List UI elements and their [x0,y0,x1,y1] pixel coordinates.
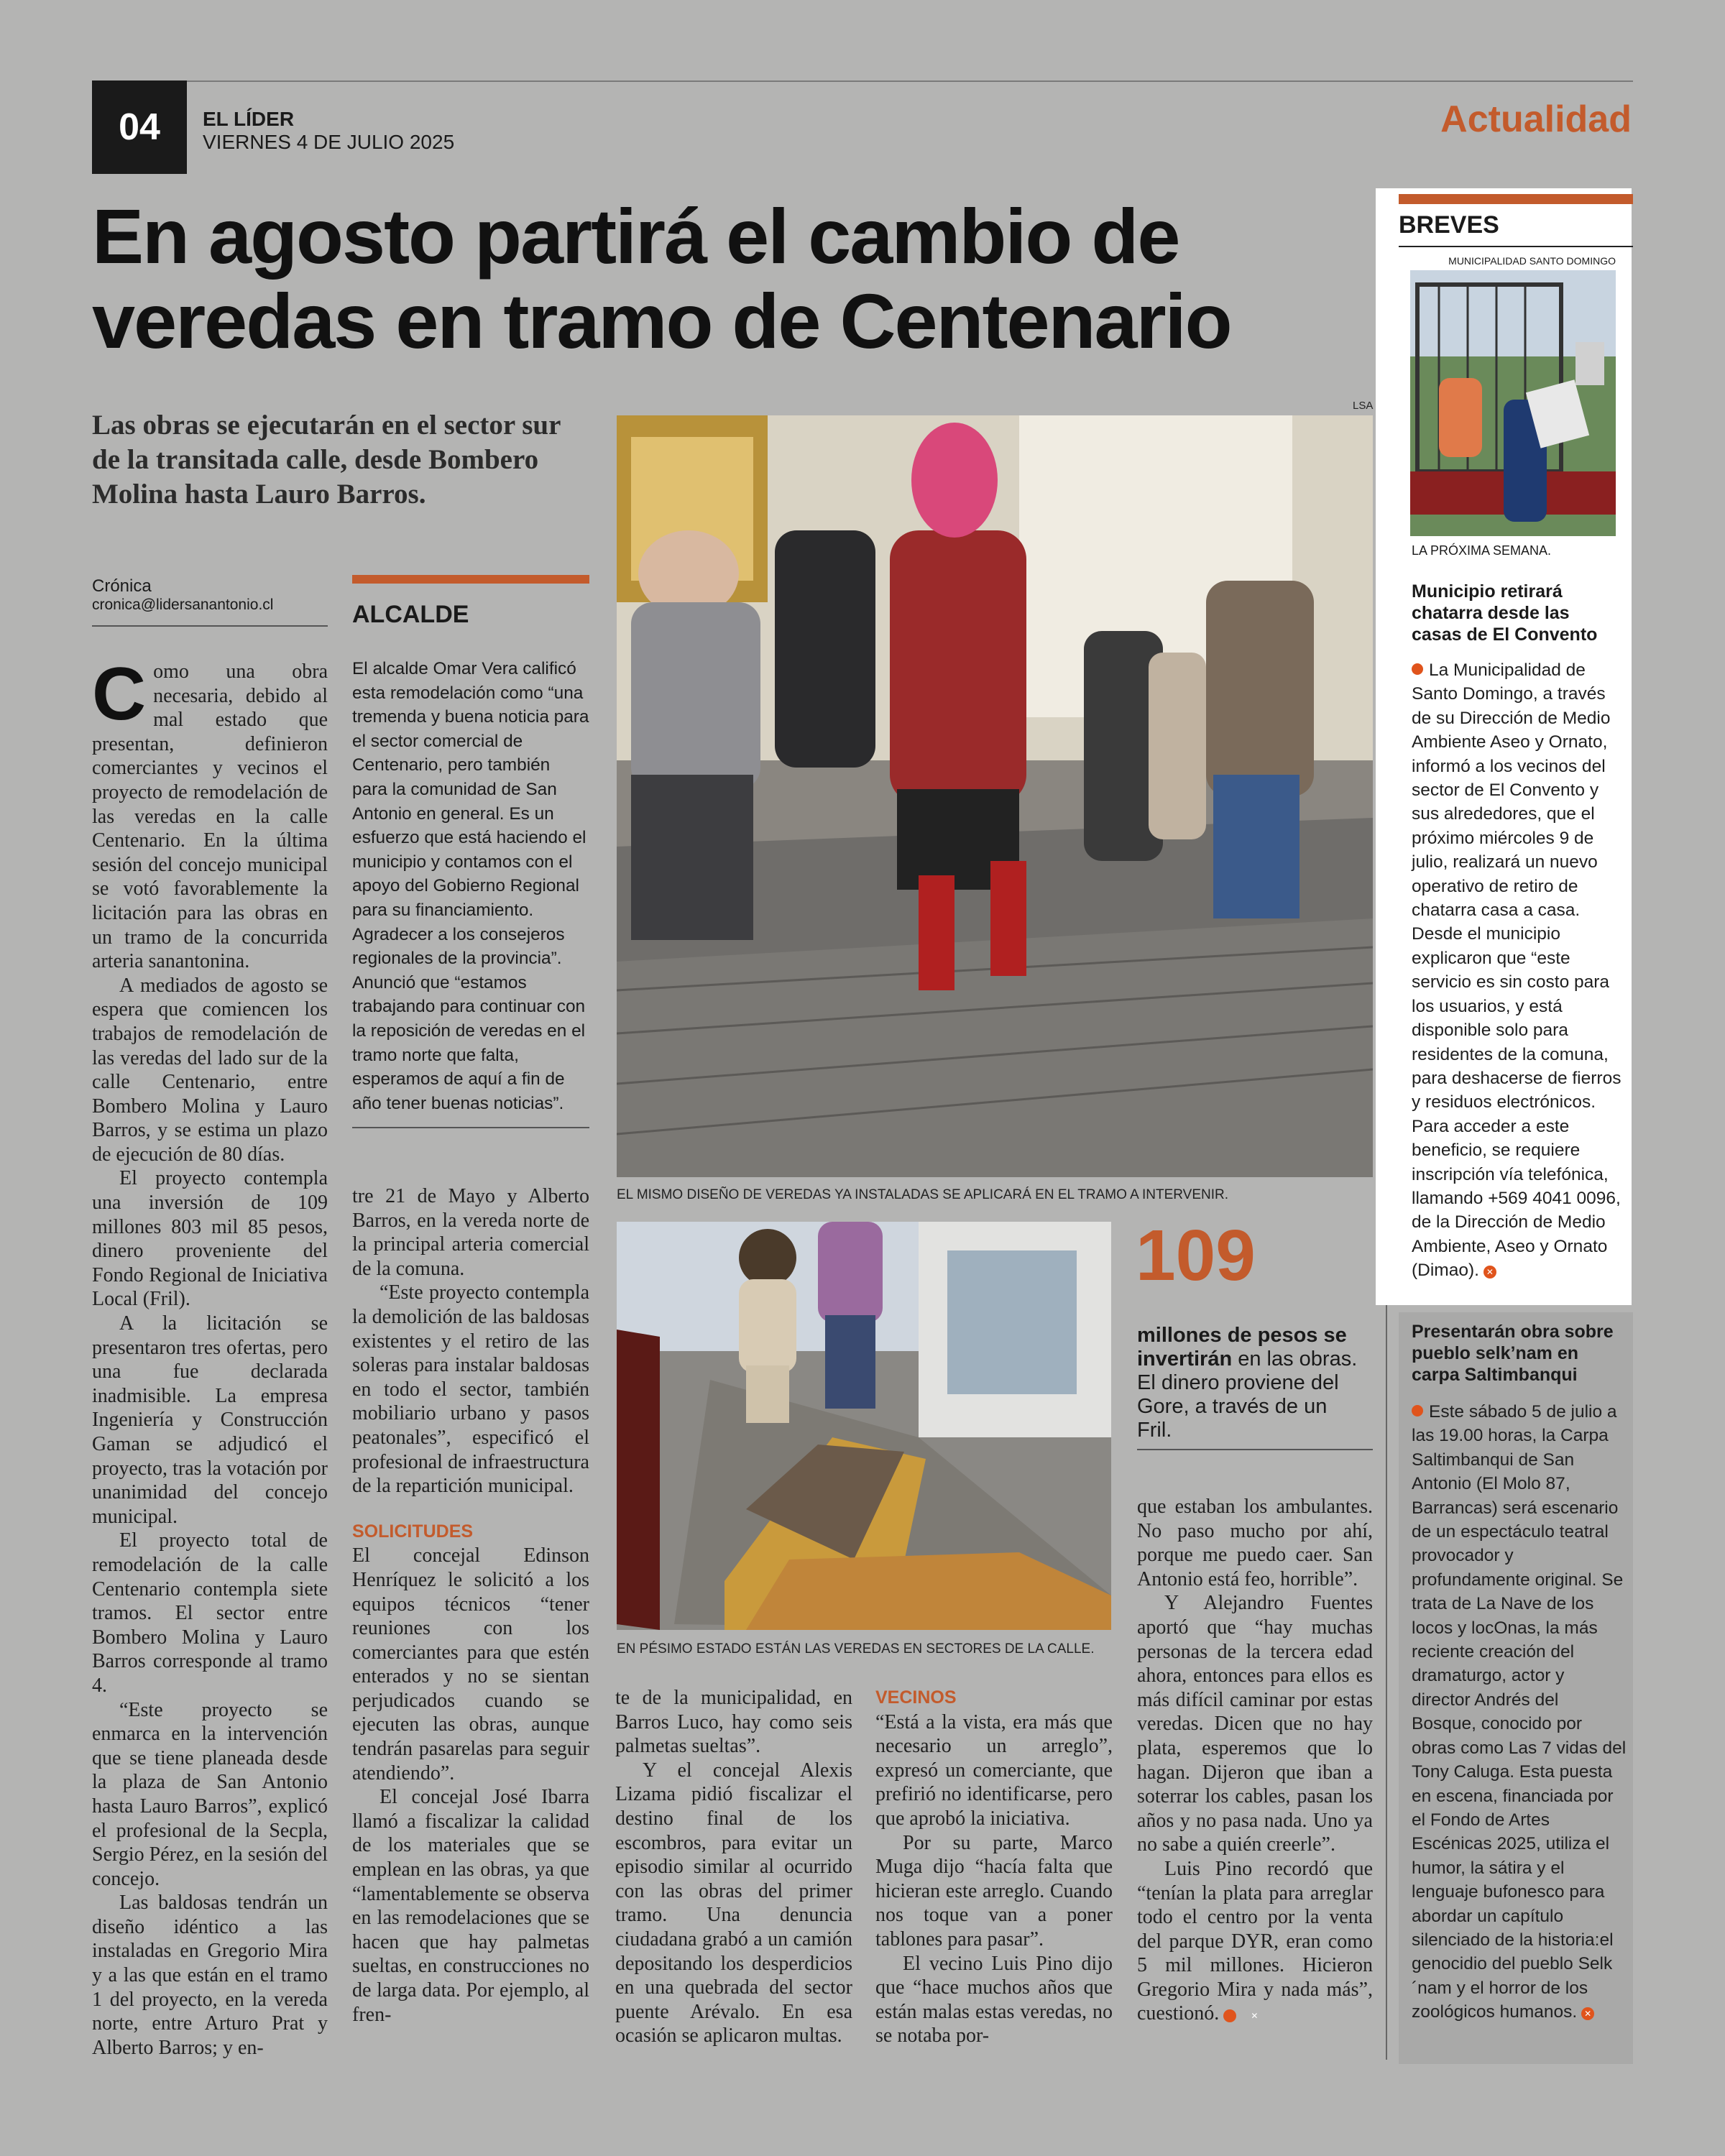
paragraph: El concejal Edinson Henríquez le solicitó a los equipos técnicos “tener reuniones con los comerciantes para que estén enterados y no se sientan perjudicados cuando se ejecuten las obras, aunque tendrán pasarelas para seguir atendiendo”. [352,1544,589,1784]
breves-photo-caption: LA PRÓXIMA SEMANA. [1412,543,1552,558]
stat-rest: en las obras. El dinero proviene del Gore, a través de un Fril. [1137,1348,1358,1442]
stat-text [1137,1324,1367,1442]
paragraph: El proyecto contempla una inversión de 109 millones 803 mil 85 pesos, dinero proveniente del Fondo Regional de Iniciativa Local (Fril). [92,1167,328,1311]
end-mark-icon: ✕ [1581,2007,1594,2020]
photo-credit: LSA [1353,400,1374,412]
breves-item1-text: La Municipalidad de Santo Domingo, a través de su Dirección de Medio Ambiente Aseo y Ornato, informó a los vecinos del sector de El Convento y sus alrededores, que el próximo miércoles 9 de julio, realizará un nuevo operativo de retiro de chatarra casa a casa. Desde el municipio explicaron que “este servicio es sin costo para los usuarios, y está disponible solo para residentes de la comuna, para deshacerse de fierros y residuos electrónicos. Para acceder a este beneficio, se requiere inscripción vía telefónica, llamando +569 4041 0096, de la Dirección de Medio Ambiente, Aseo y Ornato (Dimao). ✕ [1412,660,1622,1281]
street-photo-image [617,415,1373,1177]
paragraph: Luis Pino recordó que “tenían la plata para arreglar todo el centro por la venta del parque DYR, eran como 5 mil millones. Hicieron Gregorio Mira y nada más”, cuestionó. ✕ [1137,1857,1373,2025]
breves-label: BREVES [1399,211,1499,239]
byline-author: Crónica [92,576,152,596]
subhead-solicitudes: SOLICITUDES [352,1521,474,1542]
bullet-icon [1412,663,1423,675]
breves-item2-title: Presentarán obra sobre pueblo selk’nam en carpa Saltimbanqui [1412,1322,1614,1385]
paragraph: “Este proyecto se enmarca en la intervención que se tiene planeada desde la plaza de San Antonio hasta Lauro Barros”, explicó el profesional de la Secpla, Sergio Pérez, en la sesión del concejo. [92,1698,328,1890]
sidewalk-photo [617,1222,1111,1630]
stat-bold: millones de pesos se invertirán [1137,1324,1347,1370]
stat-number: 109 [1136,1215,1256,1296]
paragraph: “Está a la vista, era más que necesario un arreglo”, expresó un comerciante, que prefirió no identificarse, pero que aprobó la iniciativa. [875,1710,1113,1830]
sidebar-box-title: ALCALDE [352,601,469,628]
paragraph: El proyecto total de remodelación de la calle Centenario contempla siete tramos. El sector entre Bombero Molina y Lauro Barros corresponde al tramo 4. [92,1529,328,1697]
breves-photo-image [1410,270,1616,536]
paragraph: Y el concejal Alexis Lizama pidió fiscalizar el destino final de los escombros, para evitar un episodio similar al ocurrido con las obras del primer tramo. Una denuncia ciudadana grabó a un camión depositando los desperdicios en una quebrada del sector puente Arévalo. En esa ocasión se aplicaron multas. [615,1759,852,2047]
byline [92,576,273,614]
sidewalk-photo-image [617,1222,1111,1630]
paragraph: que estaban los ambulantes. No paso mucho por ahí, porque me puedo caer. San Antonio está feo, horrible”. [1137,1496,1373,1590]
paragraph: Como una obra necesaria, debido al mal estado que presentan, definieron comerciantes y vecinos el proyecto de remodelación de las veredas en la calle Centenario. En la última sesión del concejo municipal se votó favorablemente la licitación para las obras en un tramo de la concurrida arteria sanantonina. [92,653,328,973]
paragraph: Las baldosas tendrán un diseño idéntico a las instaladas en Gregorio Mira y a las que están en el tramo 1 del proyecto, en la vereda norte, entre Arturo Prat y Alberto Barros; y en- [92,1892,328,2059]
paragraph: El vecino Luis Pino dijo que “hace muchos años que están malas estas veredas, no se notaba por- [875,1952,1113,2047]
breves-photo-credit: MUNICIPALIDAD SANTO DOMINGO [1448,255,1616,267]
paragraph: tre 21 de Mayo y Alberto Barros, en la vereda norte de la principal arteria comercial de la comuna. [352,1185,589,1280]
paragraph: A la licitación se presentaron tres ofertas, pero una fue declarada inadmisible. La empresa Ingeniería y Construcción Gaman se adjudicó el proyecto, tras la votación por unanimidad del concejo municipal. [92,1312,328,1528]
article-column-2 [352,1184,589,2027]
paragraph: El concejal José Ibarra llamó a fiscalizar la calidad de los materiales que se emplean en las obras, ya que “lamentablemente se observa en las remodelaciones que se hacen que hay palmetas sueltas, en construcciones no de larga data. Por ejemplo, al fren- [352,1786,589,2026]
bullet-icon [1412,1405,1423,1416]
section-title: Actualidad [1440,98,1632,140]
byline-email[interactable]: cronica@lidersanantonio.cl [92,596,274,613]
article-column-1 [92,653,328,2060]
subhead-vecinos: VECINOS [875,1687,957,1708]
end-mark-icon: ✕ [1484,1266,1496,1279]
article-column-4 [875,1686,1113,2048]
article-column-5 [1137,1495,1373,2026]
subtitle: Las obras se ejecutarán en el sector sur de la transitada calle, desde Bombero Molina hasta Lauro Barros. [92,410,561,510]
newspaper-name: EL LÍDER [203,108,295,130]
breves-accent-bar [1399,194,1633,204]
street-photo [617,415,1373,1177]
header-rule [92,80,1633,82]
page-number: 04 [92,80,187,174]
breves-item1-title: Municipio retirará chatarra desde las casas de El Convento [1412,581,1598,645]
paragraph: te de la municipalidad, en Barros Luco, hay como seis palmetas sueltas”. [615,1687,852,1758]
end-mark-icon: ✕ [1223,2009,1236,2022]
sidebar-box-text: El alcalde Omar Vera calificó esta remodelación como “una tremenda y buena noticia para el sector comercial de Centenario, pero también para la comunidad de San Antonio en general. Es un esfuerzo que está haciendo el municipio y contamos con el apoyo del Gobierno Regional para su financiamiento. Agradecer a los consejeros regionales de la provincia”. Anunció que “estamos trabajando para continuar con la reposición de veredas en el tramo norte que falta, esperamos de aquí a fin de año tener buenas noticias”. [352,659,589,1113]
breves-rule [1399,246,1633,247]
photo-caption: EL MISMO DISEÑO DE VEREDAS YA INSTALADAS SE APLICARÁ EN EL TRAMO A INTERVENIR. [617,1187,1229,1202]
paragraph: Y Alejandro Fuentes aportó que “hay muchas personas de la tercera edad ahora, entonces para ellos es más difícil caminar por estas veredas. Dicen que no hay plata, esperemos que lo hagan. Dijeron que iban a soterrar los cables, pasan los años y no pasa nada. Uno ya no sabe a quién creerle”. [1137,1592,1373,1856]
dropcap: C [92,653,147,736]
photo-caption: EN PÉSIMO ESTADO ESTÁN LAS VEREDAS EN SECTORES DE LA CALLE. [617,1641,1095,1657]
breves-item2-text: Este sábado 5 de julio a las 19.00 horas, la Carpa Saltimbanqui de San Antonio (El Molo 87, Barrancas) será escenario de un espectáculo teatral provocador y profundamente original. Se trata de La Nave de los locos y locOnas, la más reciente creación del dramaturgo, actor y director Andrés del Bosque, conocido por obras como Las 7 vidas del Tony Caluga. Esta puesta en escena, financiada por el Fondo de Artes Escénicas 2025, utiliza el humor, la sátira y el lenguaje bufonesco para abordar un capítulo silenciado de la historia:el genocidio del pueblo Selk´nam y el horror de los zoológicos humanos. ✕ [1412,1402,1627,2022]
paragraph: Por su parte, Marco Muga dijo “hacía falta que hicieran este arreglo. Cuando nos toque van a poner tablones para pasar”. [875,1831,1113,1950]
sidebar-accent-bar [352,575,589,584]
headline: En agosto partirá el cambio de veredas en tramo de Centenario [92,193,1231,364]
breves-photo [1410,270,1616,536]
paragraph: “Este proyecto contempla la demolición de las baldosas existentes y el retiro de las soleras para instalar baldosas en todo el sector, también mobiliario urbano y pasos peatonales”, especificó el profesional de infraestructura de la repartición municipal. [352,1281,589,1498]
paragraph: A mediados de agosto se espera que comiencen los trabajos de remodelación de las veredas del lado sur de la calle Centenario, entre Bombero Molina y Lauro Barros, y se estima un plazo de ejecución de 80 días. [92,974,328,1166]
stat-rule [1137,1449,1373,1450]
issue-date: VIERNES 4 DE JULIO 2025 [203,131,455,153]
article-column-3 [615,1686,852,2048]
sidebar-box-rule [352,1127,589,1128]
byline-rule [92,625,328,627]
